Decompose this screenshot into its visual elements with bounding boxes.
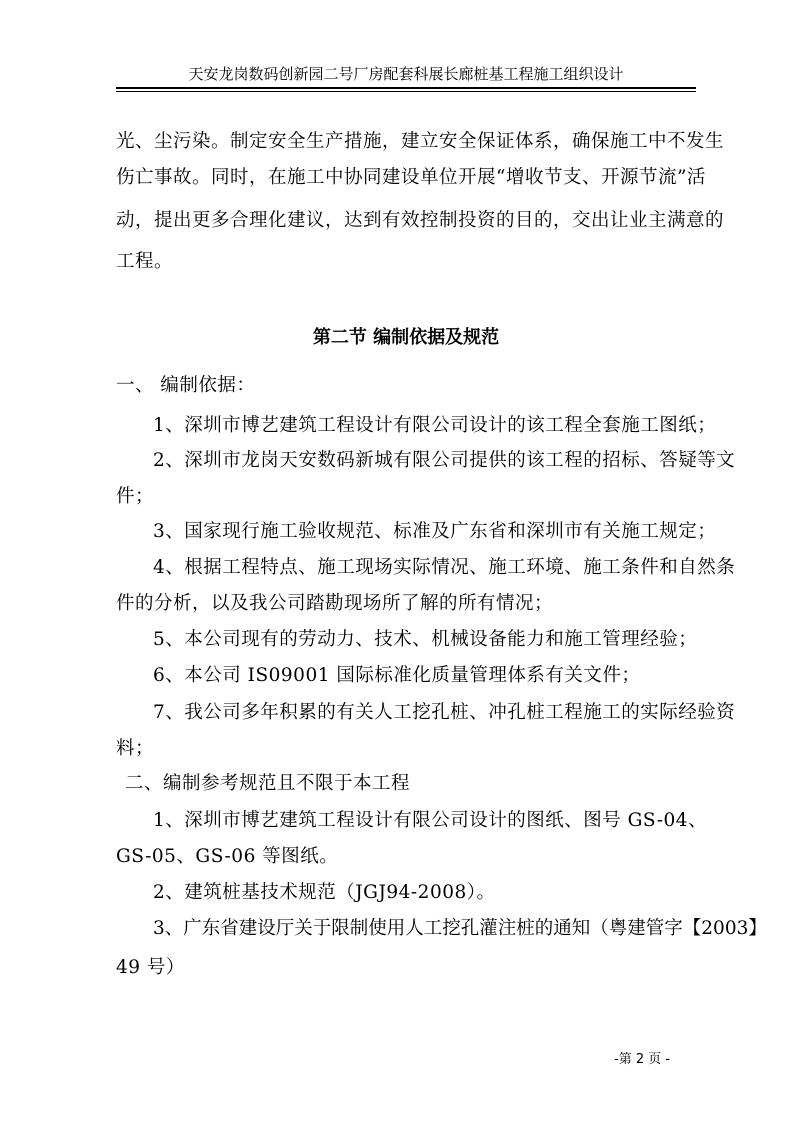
basis-item-continuation: 料； xyxy=(116,738,155,759)
basis-title: 一、 编制依据： xyxy=(116,375,256,396)
basis-item: 1、深圳市博艺建筑工程设计有限公司设计的该工程全套施工图纸； xyxy=(153,415,717,436)
header-rule-thin xyxy=(116,91,696,92)
text-line: 动，提出更多合理化建议，达到有效控制投资的目的，交出让业主满意的 xyxy=(116,210,725,231)
page-header-title: 天安龙岗数码创新园二号厂房配套科展长廊桩基工程施工组织设计 xyxy=(188,65,624,83)
text-line: 光、尘污染。制定安全生产措施，建立安全保证体系，确保施工中不发生 xyxy=(116,131,725,152)
basis-item: 4、根据工程特点、施工现场实际情况、施工环境、施工条件和自然条 xyxy=(153,557,736,578)
references-title: 二、编制参考规范且不限于本工程 xyxy=(125,773,411,794)
text-line: 工程。 xyxy=(116,251,174,272)
basis-item-continuation: 件的分析，以及我公司踏勘现场所了解的所有情况； xyxy=(116,593,554,614)
page-number: -第 2 页 - xyxy=(614,1052,671,1067)
basis-item: 2、深圳市龙岗天安数码新城有限公司提供的该工程的招标、答疑等文 xyxy=(153,450,736,471)
basis-item-continuation: 件； xyxy=(116,486,155,507)
basis-item: 6、本公司 IS09001 国际标准化质量管理体系有关文件； xyxy=(153,665,641,686)
header-rule-thick xyxy=(116,87,696,89)
reference-item: 2、建筑桩基技术规范（JGJ94-2008）。 xyxy=(153,882,496,903)
reference-item-continuation: GS-05、GS-06 等图纸。 xyxy=(116,846,339,867)
basis-item: 3、国家现行施工验收规范、标准及广东省和深圳市有关施工规定； xyxy=(153,521,717,542)
reference-item: 1、深圳市博艺建筑工程设计有限公司设计的图纸、图号 GS-04、 xyxy=(153,810,708,831)
section-heading: 第二节 编制依据及规范 xyxy=(312,327,500,348)
text-line: 伤亡事故。同时，在施工中协同建设单位开展“增收节支、开源节流”活 xyxy=(116,167,706,188)
basis-item: 7、我公司多年积累的有关人工挖孔桩、冲孔桩工程施工的实际经验资 xyxy=(153,702,736,723)
reference-item: 3、广东省建设厅关于限制使用人工挖孔灌注桩的通知（粤建管字【2003】 xyxy=(153,918,767,939)
basis-item: 5、本公司现有的劳动力、技术、机械设备能力和施工管理经验； xyxy=(153,629,698,650)
reference-item-continuation: 49 号） xyxy=(116,957,185,978)
